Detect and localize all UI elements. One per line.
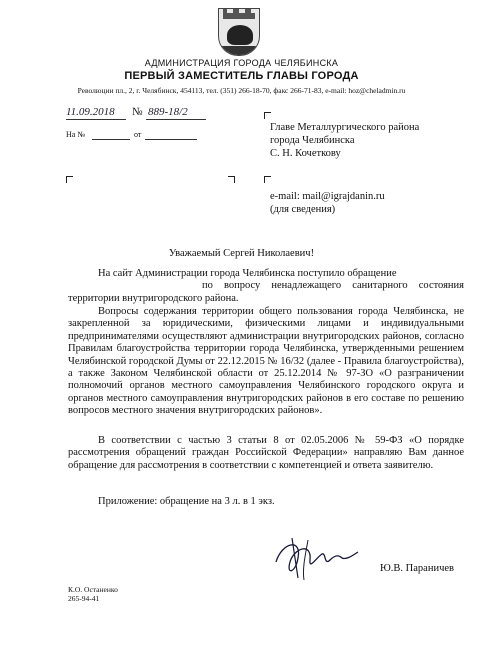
- handwritten-signature: [272, 532, 362, 584]
- corner-mark-left: [66, 176, 73, 183]
- paragraph-2: [68, 306, 464, 418]
- addressee-line-3: С. Н. Кочеткову: [270, 148, 341, 159]
- number-underline: [146, 119, 206, 120]
- paragraph-3: [68, 435, 464, 472]
- paragraph-1-line-3: территории внутригородского района.: [68, 292, 239, 304]
- signatory-name: Ю.В. Параничев: [380, 563, 454, 574]
- addressee-email: e-mail: mail@igrajdanin.ru: [270, 191, 385, 202]
- ref-number-blank: [92, 139, 130, 140]
- addressee-line-2: города Челябинска: [270, 135, 355, 146]
- org-name: АДМИНИСТРАЦИЯ ГОРОДА ЧЕЛЯБИНСКА: [144, 58, 339, 68]
- addressee-note: (для сведения): [270, 204, 336, 215]
- registration-number: 889-18/2: [148, 106, 188, 118]
- paragraph-3-text: В соответствии с частью 3 статьи 8 от 02.05.2006 № 59-ФЗ «О порядке рассмотрения обращений граждан Российской Федерации» направляю Вам данное обращение для рассмотрения в соответствии с компетенцией и ответа заявителю.: [68, 435, 464, 471]
- corner-mark-mid-right: [228, 176, 235, 183]
- org-address: Революции пл., 2, г. Челябинск, 454113, тел. (351) 266-18-70, факс 266-71-83, e-mail: hoz@cheladmin.ru: [77, 86, 406, 95]
- corner-mark-addressee-left: [264, 176, 271, 183]
- greeting: Уважаемый Сергей Николаевич!: [168, 248, 315, 259]
- attachment-text: Приложение: обращение на 3 л. в 1 экз.: [98, 496, 275, 507]
- number-label: №: [132, 106, 143, 118]
- city-crest-emblem: [218, 8, 260, 56]
- registration-date: 11.09.2018: [66, 106, 115, 118]
- paragraph-2-text: Вопросы содержания территории общего пользования города Челябинска, не закрепленной за юридическими, физическими лицами и индивидуальными предпринимателями осуществляют администрации внутригородских районов, согласно Правилам благоустройства территории города Челябинска, утвержденными решением Челябинской городской Думы от 22.12.2015 № 16/32 (далее - Правила благоустройства), а также Законом Челябинской области от 25.12.2014 № 97-ЗО «О разграничении полномочий органов местного самоуправления Челябинского городского округа и органов местного самоуправления внутригородских районов в его составе по решению вопросов местного значения внутригородских районов».: [68, 306, 464, 417]
- paragraph-1: [68, 268, 464, 305]
- ref-from-label: от: [134, 130, 142, 139]
- date-underline: [66, 119, 126, 120]
- paragraph-1-line-2: по вопросу ненадлежащего санитарного состояния: [202, 280, 464, 292]
- ref-number-label: На №: [66, 130, 85, 139]
- addressee-line-1: Главе Металлургического района: [270, 122, 420, 133]
- executor-phone: 265-94-41: [68, 594, 100, 603]
- ref-date-blank: [145, 139, 197, 140]
- attachment-line: [68, 496, 464, 508]
- position-title: ПЕРВЫЙ ЗАМЕСТИТЕЛЬ ГЛАВЫ ГОРОДА: [124, 70, 359, 82]
- paragraph-1-line-1: На сайт Администрации города Челябинска поступило обращение: [98, 268, 397, 279]
- executor-name: К.О. Останенко: [68, 585, 118, 594]
- corner-mark-addressee-top: [264, 112, 271, 119]
